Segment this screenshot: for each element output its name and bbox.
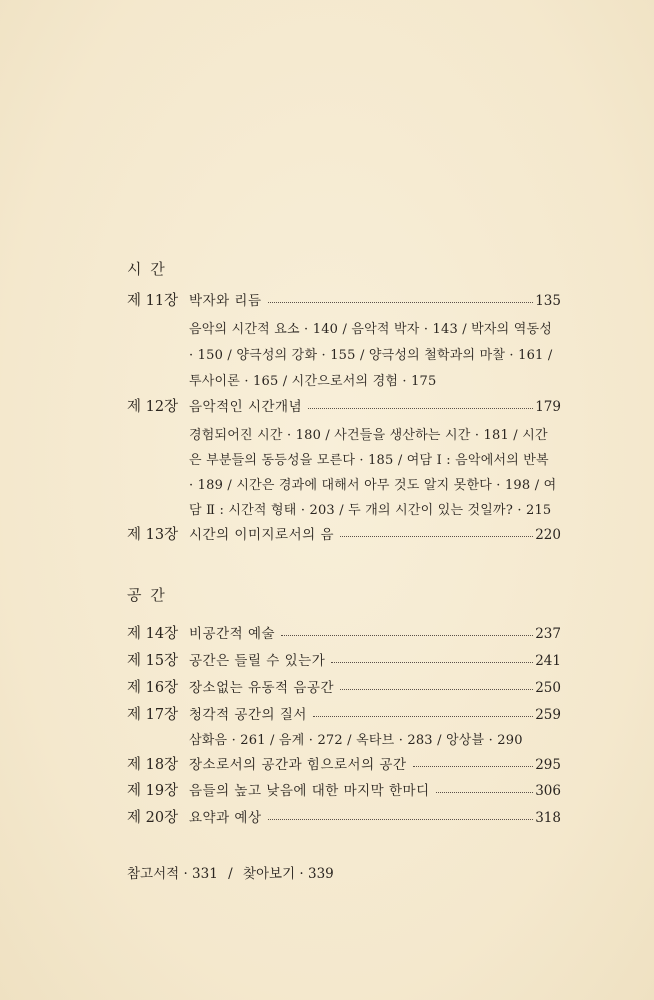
- dot-leader: [268, 818, 534, 820]
- dot-leader: [313, 715, 533, 717]
- chapter-title: 요약과 예상: [189, 810, 262, 826]
- chapter-title: 박자와 리듬: [189, 293, 262, 309]
- chapter-page: 250: [535, 680, 561, 696]
- back-matter-line: [127, 862, 334, 882]
- chapter-title: 청각적 공간의 질서: [189, 707, 307, 723]
- chapter-page: 135: [535, 293, 561, 309]
- chapter-title: 음들의 높고 낮음에 대한 마지막 한마디: [189, 783, 430, 799]
- chapter-page: 237: [535, 626, 561, 642]
- toc-entry-ch17[interactable]: [127, 703, 561, 725]
- toc-entry-ch19[interactable]: [127, 779, 561, 801]
- toc-entry-ch11[interactable]: [127, 289, 561, 311]
- dot-leader: [340, 688, 533, 690]
- dot-leader: [331, 661, 533, 663]
- toc-entry-ch20[interactable]: [127, 806, 561, 828]
- chapter-title: 시간의 이미지로서의 음: [189, 527, 334, 543]
- dot-leader: [436, 791, 534, 793]
- chapter-number: 제 11장: [127, 293, 179, 309]
- dot-leader: [308, 407, 533, 409]
- chapter-page: 295: [535, 757, 561, 773]
- subsection-line: 은 부분들의 동등성을 모른다 · 185 / 여담 Ⅰ : 음악에서의 반복: [189, 453, 549, 468]
- subsection-line: 투사이론 · 165 / 시간으로서의 경험 · 175: [189, 374, 437, 389]
- section-title-space: 공 간: [127, 586, 167, 604]
- chapter-number: 제 19장: [127, 783, 179, 799]
- index-entry[interactable]: 찾아보기 · 339: [242, 866, 334, 882]
- toc-entry-ch12[interactable]: [127, 395, 561, 417]
- chapter-number: 제 12장: [127, 399, 179, 415]
- chapter-number: 제 13장: [127, 527, 179, 543]
- chapter-page: 179: [535, 399, 561, 415]
- subsection-line: 음악의 시간적 요소 · 140 / 음악적 박자 · 143 / 박자의 역동성: [189, 322, 553, 337]
- section-title-time: 시 간: [127, 260, 167, 278]
- chapter-number: 제 16장: [127, 680, 179, 696]
- toc-entry-ch18[interactable]: [127, 753, 561, 775]
- chapter-number: 제 14장: [127, 626, 179, 642]
- chapter-title: 공간은 들릴 수 있는가: [189, 653, 326, 669]
- chapter-number: 제 17장: [127, 707, 179, 723]
- chapter-number: 제 20장: [127, 810, 179, 826]
- subsection-line: 경험되어진 시간 · 180 / 사건들을 생산하는 시간 · 181 / 시간: [189, 428, 548, 443]
- chapter-page: 241: [535, 653, 561, 669]
- chapter-title: 장소로서의 공간과 힘으로서의 공간: [189, 757, 407, 773]
- subsection-line: 삼화음 · 261 / 음계 · 272 / 옥타브 · 283 / 앙상블 · 290: [189, 733, 523, 748]
- chapter-title: 장소없는 유동적 음공간: [189, 680, 334, 696]
- toc-entry-ch14[interactable]: [127, 622, 561, 644]
- dot-leader: [281, 634, 533, 636]
- subsection-line: · 189 / 시간은 경과에 대해서 아무 것도 알지 못한다 · 198 / 여: [189, 478, 557, 493]
- chapter-page: 259: [535, 707, 561, 723]
- chapter-page: 318: [535, 810, 561, 826]
- chapter-number: 제 15장: [127, 653, 179, 669]
- chapter-title: 비공간적 예술: [189, 626, 276, 642]
- chapter-number: 제 18장: [127, 757, 179, 773]
- toc-entry-ch16[interactable]: [127, 676, 561, 698]
- separator: /: [228, 866, 233, 882]
- dot-leader: [340, 535, 533, 537]
- chapter-page: 306: [535, 783, 561, 799]
- subsection-line: · 150 / 양극성의 강화 · 155 / 양극성의 철학과의 마찰 · 161 /: [189, 348, 553, 363]
- chapter-page: 220: [535, 527, 561, 543]
- toc-entry-ch13[interactable]: [127, 523, 561, 545]
- references-entry[interactable]: 참고서적 · 331: [127, 866, 218, 882]
- dot-leader: [268, 301, 534, 303]
- toc-entry-ch15[interactable]: [127, 649, 561, 671]
- dot-leader: [413, 765, 534, 767]
- subsection-line: 담 Ⅱ : 시간적 형태 · 203 / 두 개의 시간이 있는 것일까? · 215: [189, 503, 552, 518]
- chapter-title: 음악적인 시간개념: [189, 399, 303, 415]
